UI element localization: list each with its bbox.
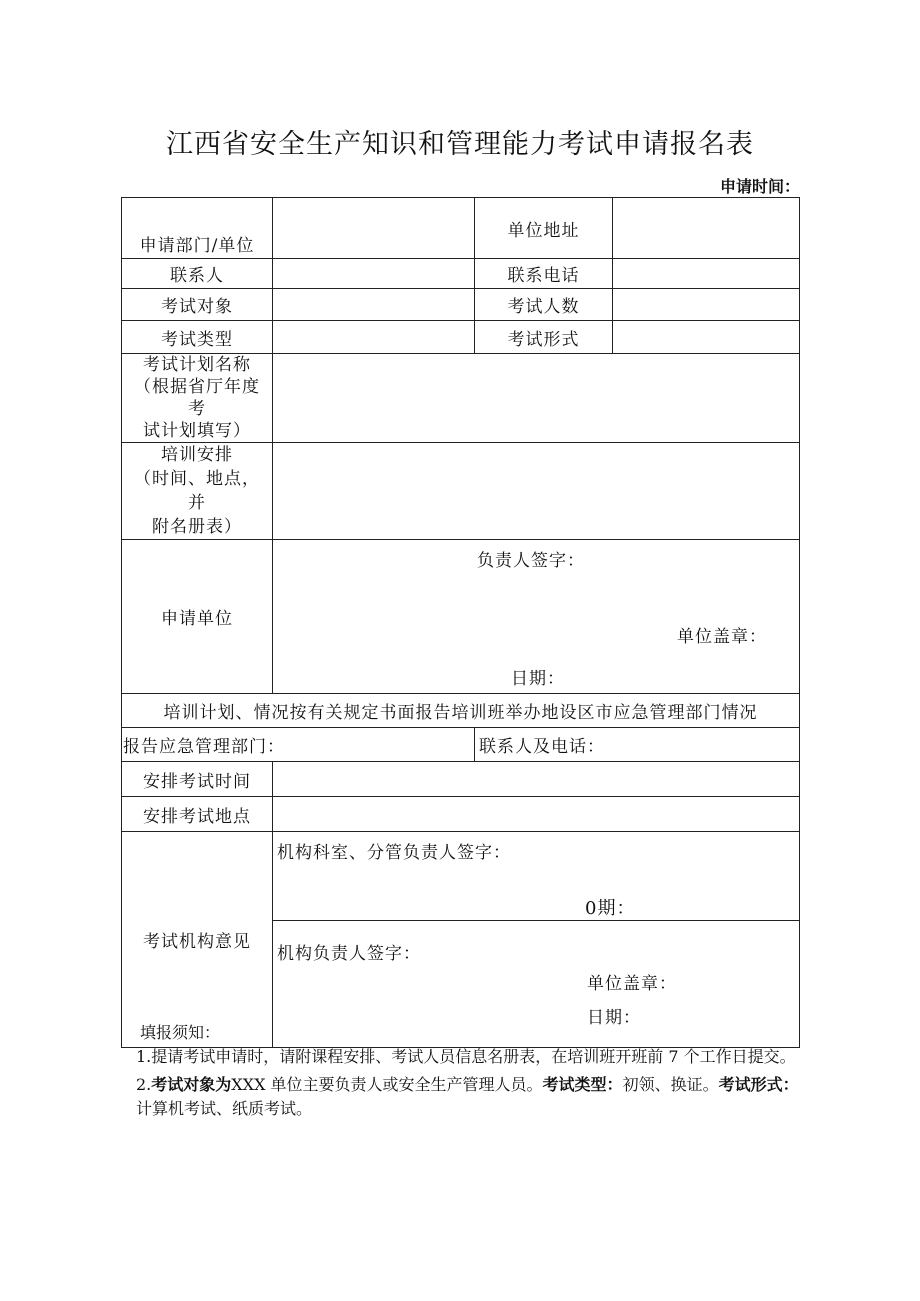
notes-item-2-form-label: 考试形式： — [718, 1075, 799, 1094]
training-line1: 培训安排 — [161, 445, 233, 465]
dept-label: 申请部门/单位 — [122, 198, 273, 259]
notes-item-2-type-text: 初领、换证。 — [622, 1075, 719, 1094]
training-line3: 附名册表） — [152, 517, 242, 537]
notes-item-2-target-label: 考试对象为 — [151, 1075, 232, 1094]
address-label: 单位地址 — [475, 198, 613, 259]
count-value[interactable] — [613, 289, 800, 321]
institution-opinion-label: 考试机构意见 — [122, 832, 273, 1048]
notes-item-2-type-label: 考试类型： — [542, 1075, 623, 1094]
training-value[interactable] — [273, 443, 800, 540]
application-form-table — [121, 197, 800, 1048]
form-title: 江西省安全生产知识和管理能力考试申请报名表 — [166, 129, 754, 160]
form-label: 考试形式 — [475, 321, 613, 354]
leader-sign-label: 负责人签字： — [477, 551, 585, 571]
notes-heading: 填报须知： — [140, 1023, 221, 1042]
report-header: 培训计划、情况按有关规定书面报告培训班举办地设区市应急管理部门情况 — [122, 694, 800, 728]
plan-name-line3: 试计划填写） — [143, 421, 251, 441]
exam-time-value[interactable] — [273, 762, 800, 797]
training-line2: （时间、地点，并 — [134, 469, 260, 513]
exam-place-value[interactable] — [273, 797, 800, 832]
exam-time-label: 安排考试时间 — [122, 762, 273, 797]
phone-label: 联系电话 — [475, 259, 613, 289]
notes-item-2 — [136, 1073, 800, 1121]
applicant-label: 申请单位 — [122, 540, 273, 694]
count-label: 考试人数 — [475, 289, 613, 321]
notes-item-2-num: 2. — [136, 1075, 152, 1094]
notes-item-2-target-text: XXX 单位主要负责人或安全生产管理人员。 — [231, 1075, 543, 1094]
inst-seal-label: 单位盖章： — [587, 974, 677, 994]
type-value[interactable] — [273, 321, 475, 354]
address-value[interactable] — [613, 198, 800, 259]
contact-value[interactable] — [273, 259, 475, 289]
office-date-label: 0期： — [585, 898, 636, 919]
training-label — [122, 443, 273, 540]
inst-leader-sign-label: 机构负责人签字： — [277, 944, 421, 964]
applicant-sign-area[interactable] — [273, 540, 800, 694]
plan-name-value[interactable] — [273, 354, 800, 443]
report-contact-label: 联系人及电话： — [475, 728, 800, 762]
target-value[interactable] — [273, 289, 475, 321]
phone-value[interactable] — [613, 259, 800, 289]
unit-seal-label: 单位盖章： — [677, 627, 767, 647]
dept-value[interactable] — [273, 198, 475, 259]
inst-date-label: 日期： — [587, 1008, 641, 1028]
office-sign-label: 机构科室、分管负责人签字： — [277, 843, 511, 863]
plan-name-label — [122, 354, 273, 443]
date-label: 日期： — [511, 669, 565, 689]
plan-name-line2: （根据省厅年度考 — [134, 377, 260, 419]
exam-place-label: 安排考试地点 — [122, 797, 273, 832]
notes-item-1: 1.提请考试申请时，请附课程安排、考试人员信息名册表，在培训班开班前 7 个工作日提交。 — [136, 1047, 796, 1066]
notes-section — [136, 1021, 800, 1121]
type-label: 考试类型 — [122, 321, 273, 354]
target-label: 考试对象 — [122, 289, 273, 321]
form-value[interactable] — [613, 321, 800, 354]
apply-time-label: 申请时间： — [719, 177, 800, 196]
notes-item-2-form-text: 计算机考试、纸质考试。 — [136, 1099, 313, 1118]
report-dept-label: 报告应急管理部门： — [122, 728, 475, 762]
office-sign-area[interactable] — [273, 832, 800, 921]
plan-name-line1: 考试计划名称 — [143, 355, 251, 375]
contact-label: 联系人 — [122, 259, 273, 289]
